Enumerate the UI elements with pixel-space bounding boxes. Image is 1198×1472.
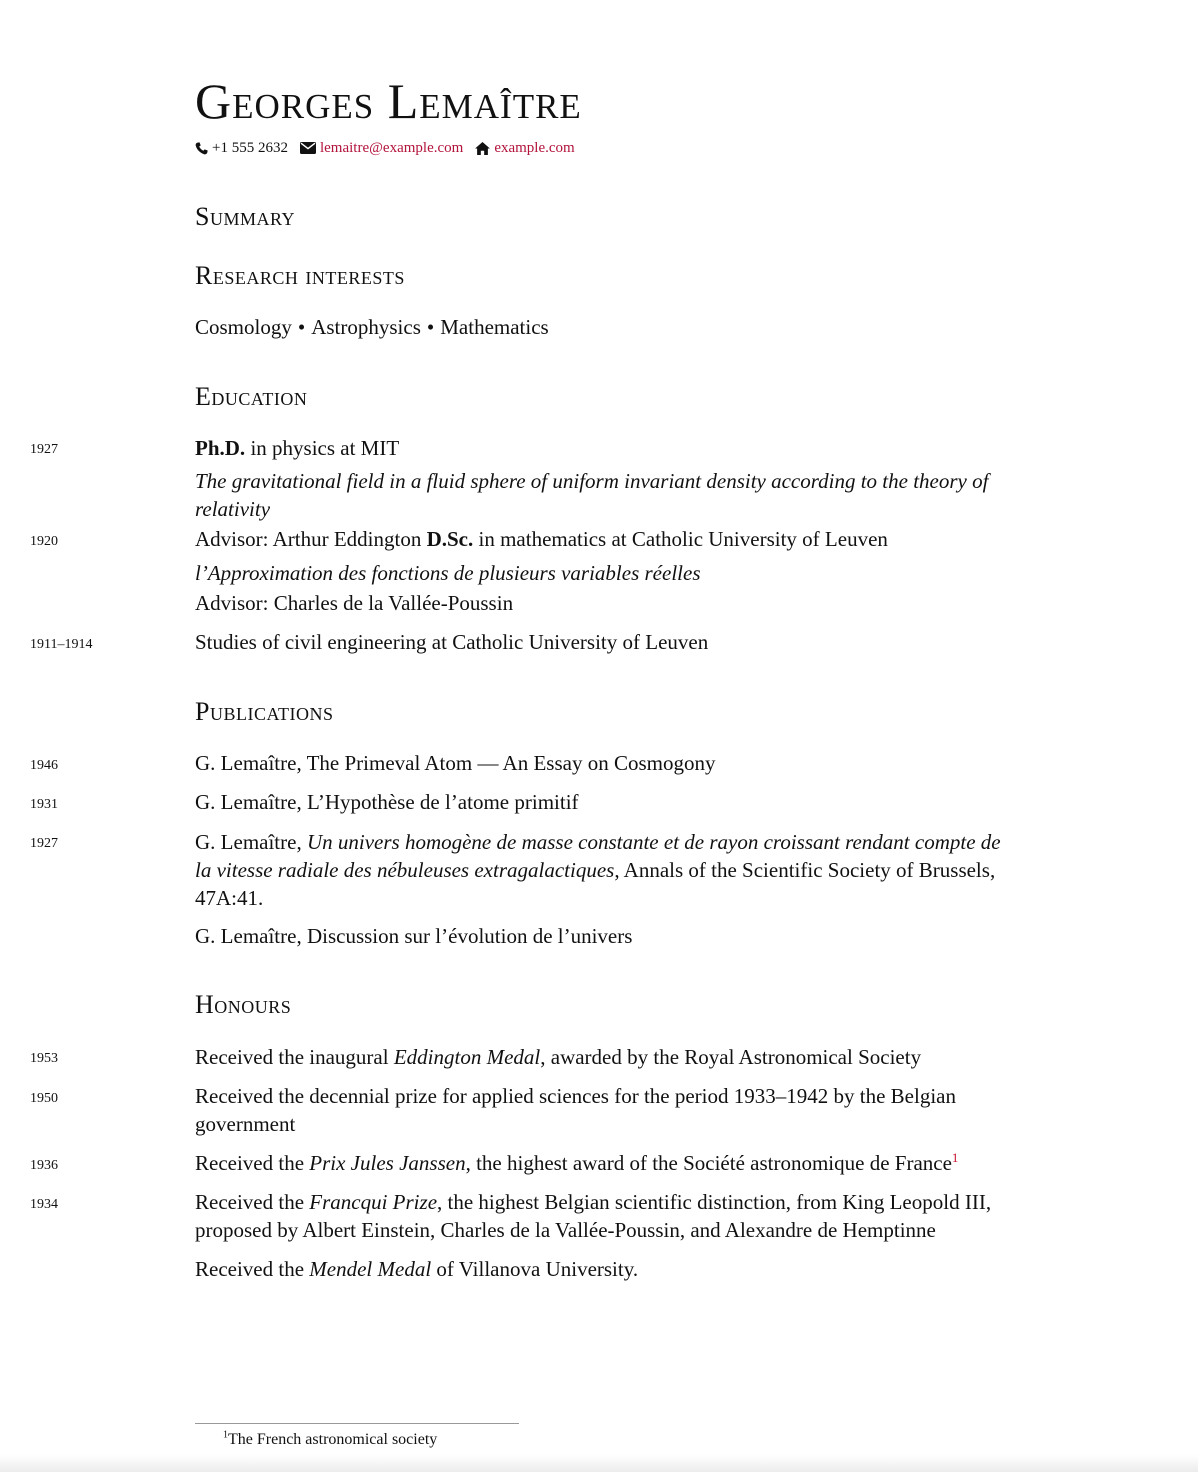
education-date: 1911–1914	[30, 637, 93, 652]
footnote	[223, 1430, 437, 1450]
summary-heading: Summary	[195, 202, 295, 231]
education-degree-line	[195, 434, 399, 462]
bullet-separator: •	[297, 315, 306, 339]
degree-detail: in mathematics at Catholic University of Leuven	[473, 527, 888, 551]
publication-entry	[195, 828, 1015, 912]
honour-award: Prix Jules Janssen	[309, 1151, 466, 1175]
advisor-line: Advisor: Charles de la Vallée-Poussin	[195, 591, 514, 615]
publication-date: 1931	[30, 797, 58, 812]
research-item: Cosmology	[195, 315, 292, 339]
honour-entry: Received the decennial prize for applied sciences for the period 1933–1942 by the Belgian government	[195, 1084, 956, 1136]
honour-text: , the highest Belgian scientific distinction, from King Leopold III, proposed by Albert Einstein, Charles de la Vallée-Poussin, and Alexandre de Hemptinne	[195, 1190, 992, 1242]
honour-text: Received the	[195, 1151, 310, 1175]
honour-date: 1950	[30, 1091, 58, 1106]
publications-heading: Publications	[195, 697, 334, 726]
honour-date: 1953	[30, 1051, 58, 1066]
honour-text: , the highest award of the Société astronomique de France	[465, 1151, 952, 1175]
thesis-title	[195, 467, 1015, 523]
cv-name: Georges Lemaître	[195, 73, 582, 129]
research-heading: Research interests	[195, 261, 405, 290]
phone-icon	[195, 142, 208, 155]
education-entry: Studies of civil engineering at Catholic University of Leuven	[195, 630, 709, 654]
honour-award: Mendel Medal	[309, 1257, 432, 1281]
honour-text: , awarded by the Royal Astronomical Society	[540, 1045, 922, 1069]
publication-venue: , Annals of the Scientific Society of Brussels, 47A:41.	[195, 858, 996, 910]
honour-award: Francqui Prize	[309, 1190, 438, 1214]
research-item: Mathematics	[440, 315, 549, 339]
honour-entry	[195, 1255, 638, 1283]
footnote-text: The French astronomical society	[228, 1431, 438, 1448]
bullet-separator: •	[426, 315, 435, 339]
publication-entry: G. Lemaître, The Primeval Atom — An Essay on Cosmogony	[195, 751, 716, 775]
honour-text: Received the inaugural	[195, 1045, 394, 1069]
publication-title: Un univers homogène de masse constante et de rayon croissant rendant compte de la vitesse radiale des nébuleuses extragalactiques	[195, 830, 1001, 882]
footnote-rule	[195, 1423, 519, 1424]
publication-date: 1946	[30, 758, 58, 773]
honours-heading: Honours	[195, 990, 292, 1019]
thesis-text: l’Approximation des fonctions de plusieurs variables réelles	[195, 561, 701, 585]
home-icon	[475, 142, 490, 155]
degree-detail: in physics at MIT	[245, 436, 400, 460]
honour-entry	[195, 1043, 921, 1071]
degree-title: Ph.D.	[195, 436, 246, 460]
education-degree-line	[195, 525, 888, 553]
footnote-marker[interactable]: 1	[951, 1150, 959, 1165]
honour-date: 1934	[30, 1197, 58, 1212]
website-link[interactable]: example.com	[494, 140, 575, 156]
envelope-icon	[300, 142, 316, 154]
footnote-mark: 1	[223, 1429, 228, 1441]
education-date: 1920	[30, 534, 58, 549]
thesis-text: The gravitational field in a fluid sphere of uniform invariant density according to the theory of relativity	[195, 469, 989, 521]
education-date: 1927	[30, 442, 58, 457]
page-bottom-shadow	[0, 1455, 1198, 1472]
email-link[interactable]: lemaitre@example.com	[319, 140, 464, 156]
email-contact[interactable]	[300, 138, 463, 158]
phone-contact	[195, 138, 288, 158]
education-heading: Education	[195, 382, 308, 411]
advisor-text: Advisor: Arthur Eddington	[195, 527, 422, 551]
research-item: Astrophysics	[311, 315, 421, 339]
thesis-title	[195, 559, 701, 587]
publication-entry: G. Lemaître, Discussion sur l’évolution de l’univers	[195, 924, 633, 948]
publication-date: 1927	[30, 836, 58, 851]
honour-text: Received the	[195, 1190, 310, 1214]
honour-award: Eddington Medal	[393, 1045, 541, 1069]
research-list	[195, 313, 549, 341]
publication-author: G. Lemaître,	[195, 830, 307, 854]
honour-entry	[195, 1188, 1015, 1244]
degree-title: D.Sc.	[426, 527, 474, 551]
publication-entry: G. Lemaître, L’Hypothèse de l’atome primitif	[195, 790, 579, 814]
honour-entry	[195, 1149, 958, 1177]
honour-text: of Villanova University.	[431, 1257, 639, 1281]
contact-line	[195, 138, 587, 158]
website-contact[interactable]	[475, 138, 574, 158]
phone-number: +1 555 2632	[212, 140, 288, 156]
honour-date: 1936	[30, 1158, 58, 1173]
honour-text: Received the	[195, 1257, 310, 1281]
